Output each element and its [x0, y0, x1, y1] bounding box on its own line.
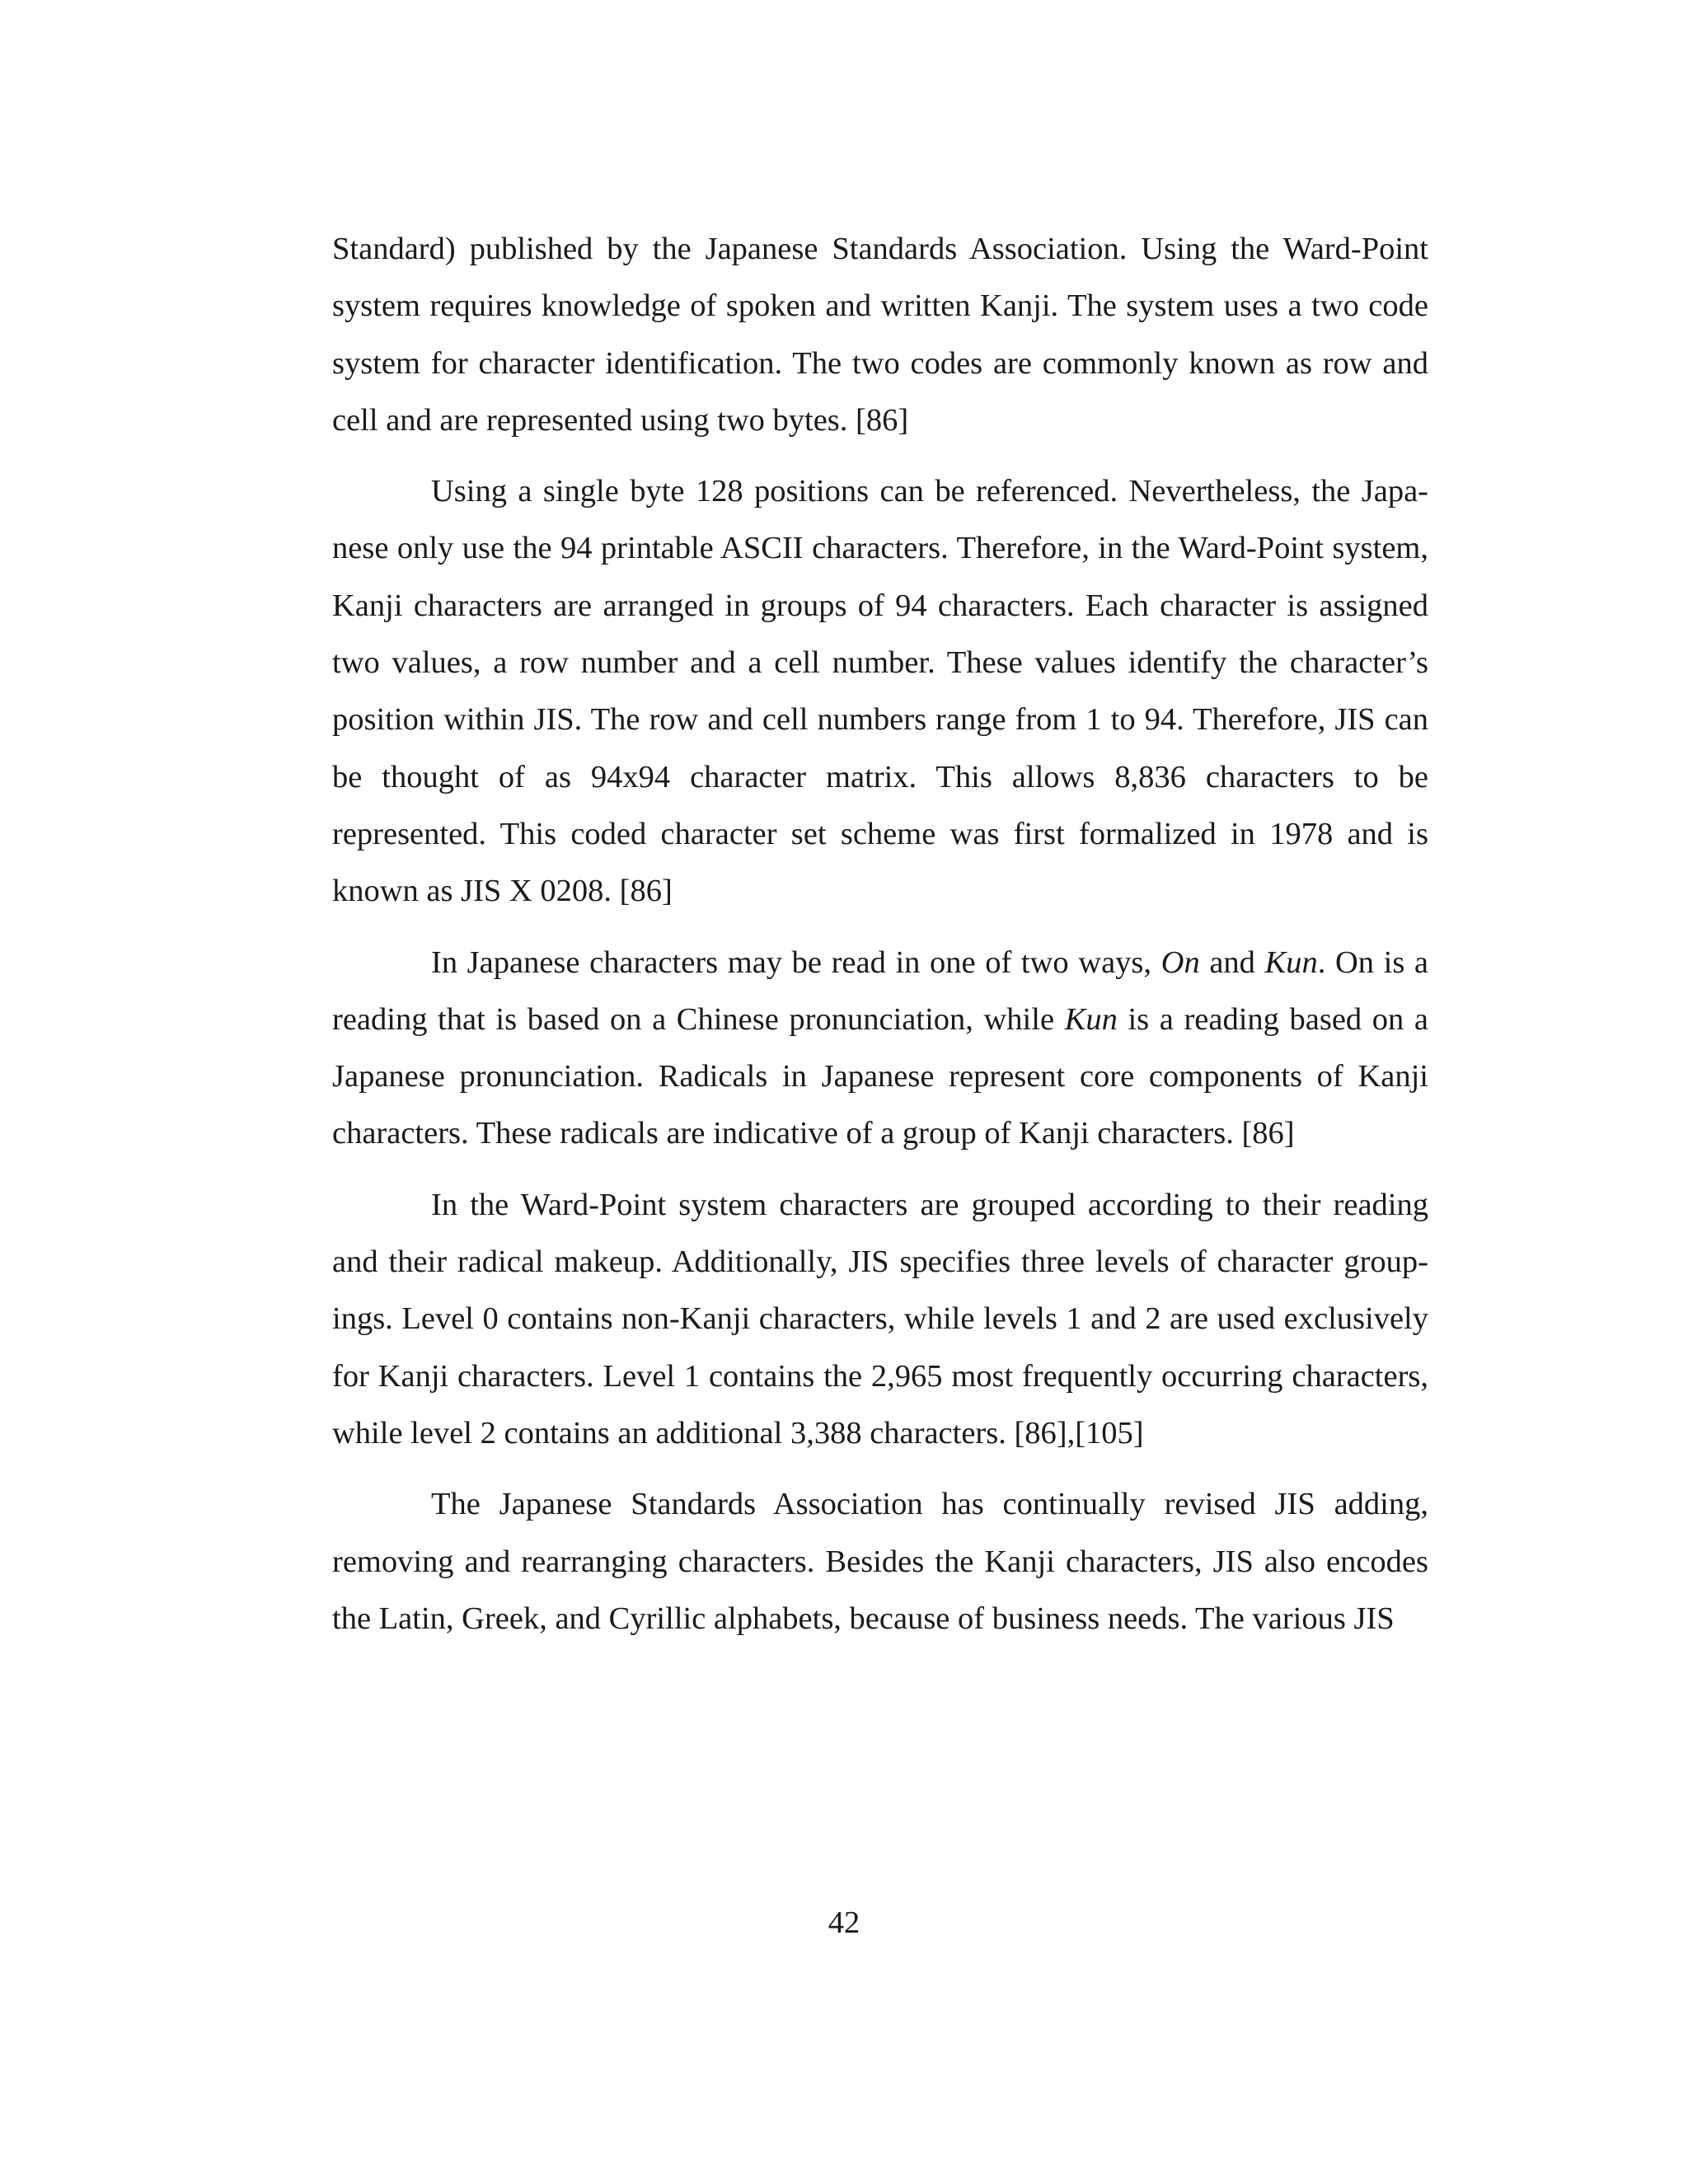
term-kun: Kun — [1264, 944, 1318, 980]
paragraph-5-text: The Japanese Standards Association has continually revised JIS adding, removing and rearranging characters. Besides the Kanji characters, JIS also encodes the Latin, Greek, and Cyrillic alphabets, because of business needs. The various JIS — [332, 1487, 1428, 1636]
paragraph-2-text: Using a single byte 128 positions can be referenced. Nevertheless, the Japanese only use the 94 printable ASCII characters. Therefore, in the Ward-Point system, Kanji characters are arranged in groups of 94 characters. Each character is assigned two values, a row number and a cell number. These values identify the character’s position within JIS. The row and cell numbers range from 1 to 94. Therefore, JIS can be thought of as 94x94 character matrix. This allows 8,836 characters to be represented. This coded character set scheme was first formalized in 1978 and is known as JIS X 0208. [86] — [332, 474, 1428, 909]
paragraph-2 — [332, 463, 1428, 920]
page-number: 42 — [828, 1905, 860, 1940]
paragraph-3 — [332, 935, 1428, 1163]
paragraph-3-text-c: . On is a reading that is based on a Chinese pronunciation, while — [332, 944, 1429, 1037]
paragraph-3-text-a: In Japanese characters may be read in one of two ways, — [431, 944, 1161, 980]
paragraph-3-text-b: and — [1199, 944, 1265, 980]
paragraph-1 — [332, 221, 1428, 449]
paragraph-3-text-d: is a reading based on a Japanese pronunciation. Radicals in Japanese represent core components of Kanji characters. These radicals are indicative of a group of Kanji characters. [86] — [332, 1001, 1428, 1151]
paragraph-4-text: In the Ward-Point system characters are grouped according to their reading and their radical makeup. Additionally, JIS specifies three levels of character groupings. Level 0 contains non-Kanji characters, while levels 1 and 2 are used exclusively for Kanji characters. Level 1 contains the 2,965 most frequently occurring characters, while level 2 contains an additional 3,388 characters. [86],[105] — [332, 1187, 1428, 1451]
paragraph-5 — [332, 1476, 1428, 1647]
term-kun-second: Kun — [1064, 1001, 1118, 1037]
paragraph-4 — [332, 1177, 1428, 1462]
body-text — [332, 221, 1428, 1661]
paragraph-1-text: Standard) published by the Japanese Standards Association. Using the Ward-Point system requires knowledge of spoken and written Kanji. The system uses a two code system for character identification. The two codes are commonly known as row and cell and are represented using two bytes. [86] — [332, 232, 1428, 438]
term-on: On — [1160, 944, 1200, 980]
